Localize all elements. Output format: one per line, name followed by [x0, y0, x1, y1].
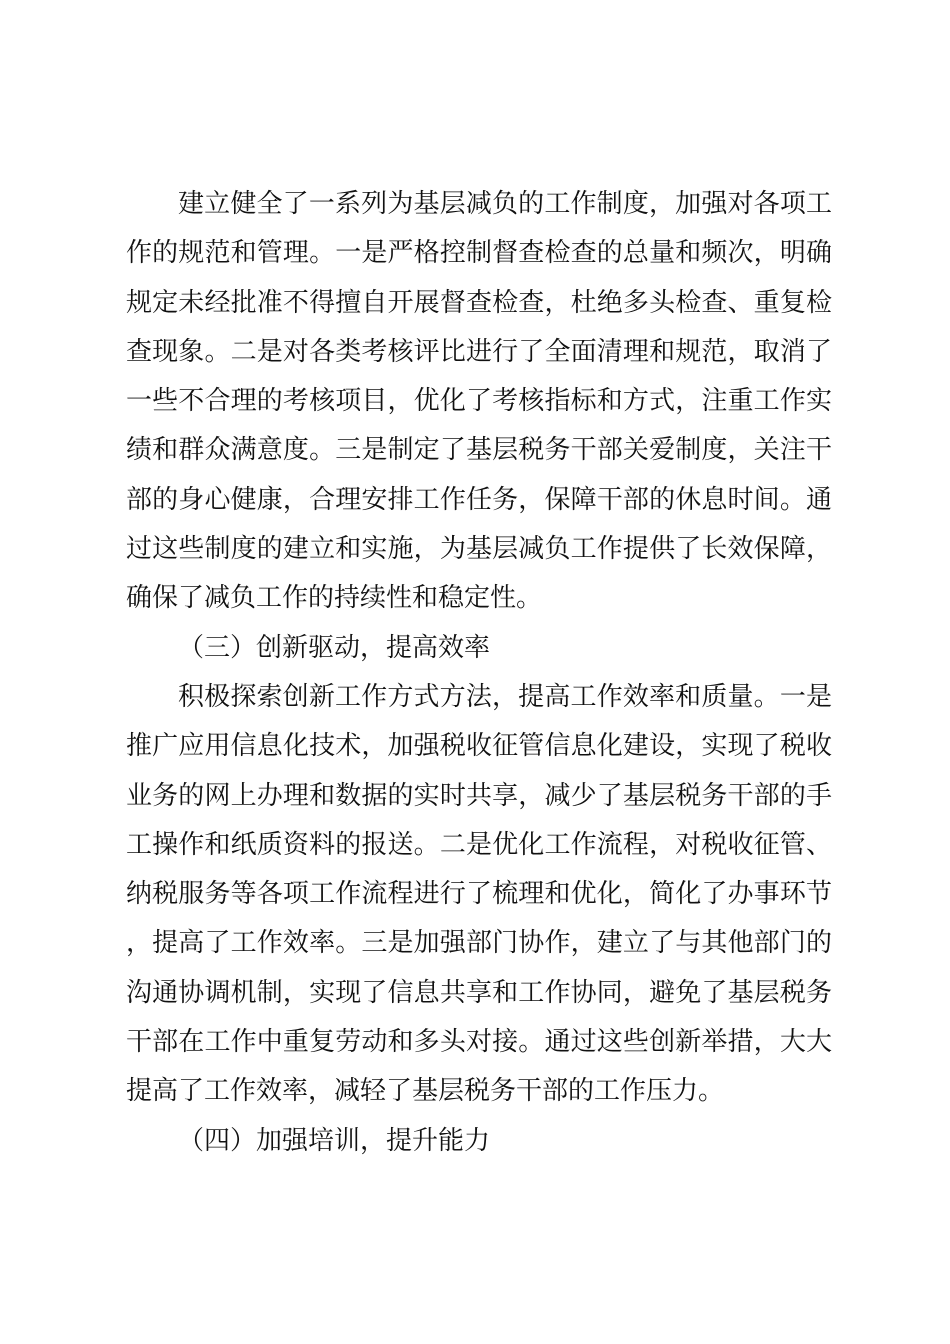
document-body — [126, 180, 832, 1166]
section-heading-4: （四）加强培训，提升能力 — [178, 1125, 491, 1156]
section-heading-3: （三）创新驱动，提高效率 — [178, 632, 491, 663]
body-paragraph-institutions: 建立健全了一系列为基层减负的工作制度，加强对各项工作的规范和管理。一是严格控制督查检查的总量和频次，明确规定未经批准不得擅自开展督查检查，杜绝多头检查、重复检查现象。二是对各类考核评比进行了全面清理和规范，取消了一些不合理的考核项目，优化了考核指标和方式，注重工作实绩和群众满意度。三是制定了基层税务干部关爱制度，关注干部的身心健康，合理安排工作任务，保障干部的休息时间。通过这些制度的建立和实施，为基层减负工作提供了长效保障，确保了减负工作的持续性和稳定性。 — [126, 189, 832, 614]
body-paragraph-innovation: 积极探索创新工作方式方法，提高工作效率和质量。一是推广应用信息化技术，加强税收征管信息化建设，实现了税收业务的网上办理和数据的实时共享，减少了基层税务干部的手工操作和纸质资料的报送。二是优化工作流程，对税收征管、纳税服务等各项工作流程进行了梳理和优化，简化了办事环节，提高了工作效率。三是加强部门协作，建立了与其他部门的沟通协调机制，实现了信息共享和工作协同，避免了基层税务干部在工作中重复劳动和多头对接。通过这些创新举措，大大提高了工作效率，减轻了基层税务干部的工作压力。 — [126, 681, 832, 1107]
